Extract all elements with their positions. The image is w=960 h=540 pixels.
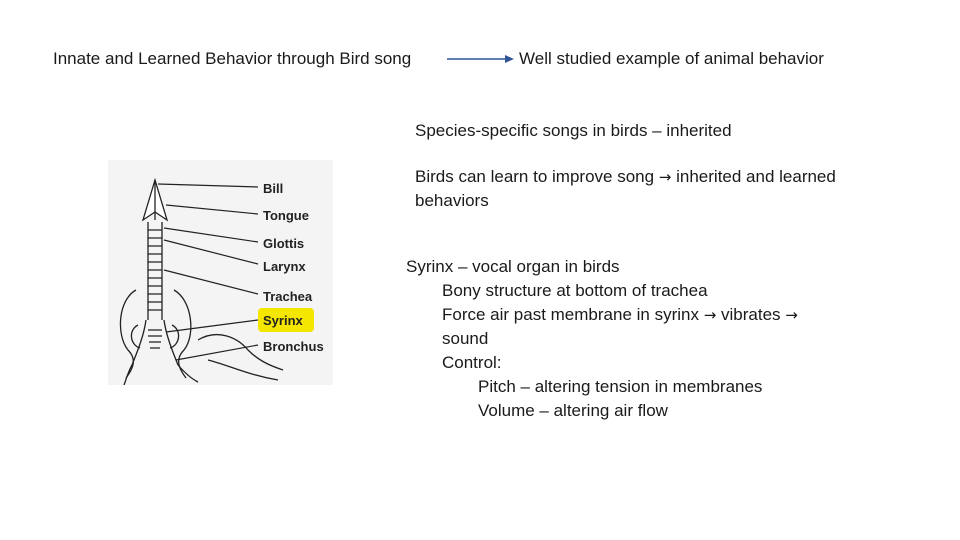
control-pitch: Pitch – altering tension in membranes — [478, 377, 763, 396]
mechanism-mid: vibrates — [721, 305, 781, 324]
species-specific-point: Species-specific songs in birds – inherited — [415, 121, 732, 140]
diagram-label-glottis: Glottis — [263, 236, 305, 251]
syrinx-heading: Syrinx – vocal organ in birds — [406, 257, 620, 276]
bird-vocal-anatomy-diagram — [108, 160, 333, 385]
diagram-label-larynx: Larynx — [263, 259, 306, 274]
diagram-label-syrinx: Syrinx — [263, 313, 303, 328]
right-arrow-icon: → — [658, 168, 672, 186]
right-arrow-icon: → — [785, 306, 798, 324]
title-right: Well studied example of animal behavior — [519, 49, 824, 68]
learned-song-prefix: Birds can learn to improve song — [415, 167, 655, 186]
diagram-label-tongue: Tongue — [263, 208, 309, 223]
syrinx-mechanism — [406, 303, 798, 327]
right-arrow-icon — [447, 52, 515, 66]
learned-song-point — [415, 165, 885, 213]
diagram-label-bill: Bill — [263, 181, 284, 196]
control-volume: Volume – altering air flow — [478, 401, 668, 420]
control-label: Control: — [442, 353, 502, 372]
syrinx-section — [406, 255, 798, 423]
right-arrow-icon: → — [703, 306, 717, 324]
diagram-label-bronchus: Bronchus — [263, 339, 324, 354]
mechanism-prefix: Force air past membrane in syrinx — [442, 305, 699, 324]
diagram-label-trachea: Trachea — [263, 289, 313, 304]
learned-song-suffix: inherited and learned behaviors — [415, 167, 836, 210]
title-left: Innate and Learned Behavior through Bird song — [53, 49, 412, 68]
mechanism-suffix: sound — [442, 329, 489, 348]
syrinx-structure: Bony structure at bottom of trachea — [442, 281, 708, 300]
